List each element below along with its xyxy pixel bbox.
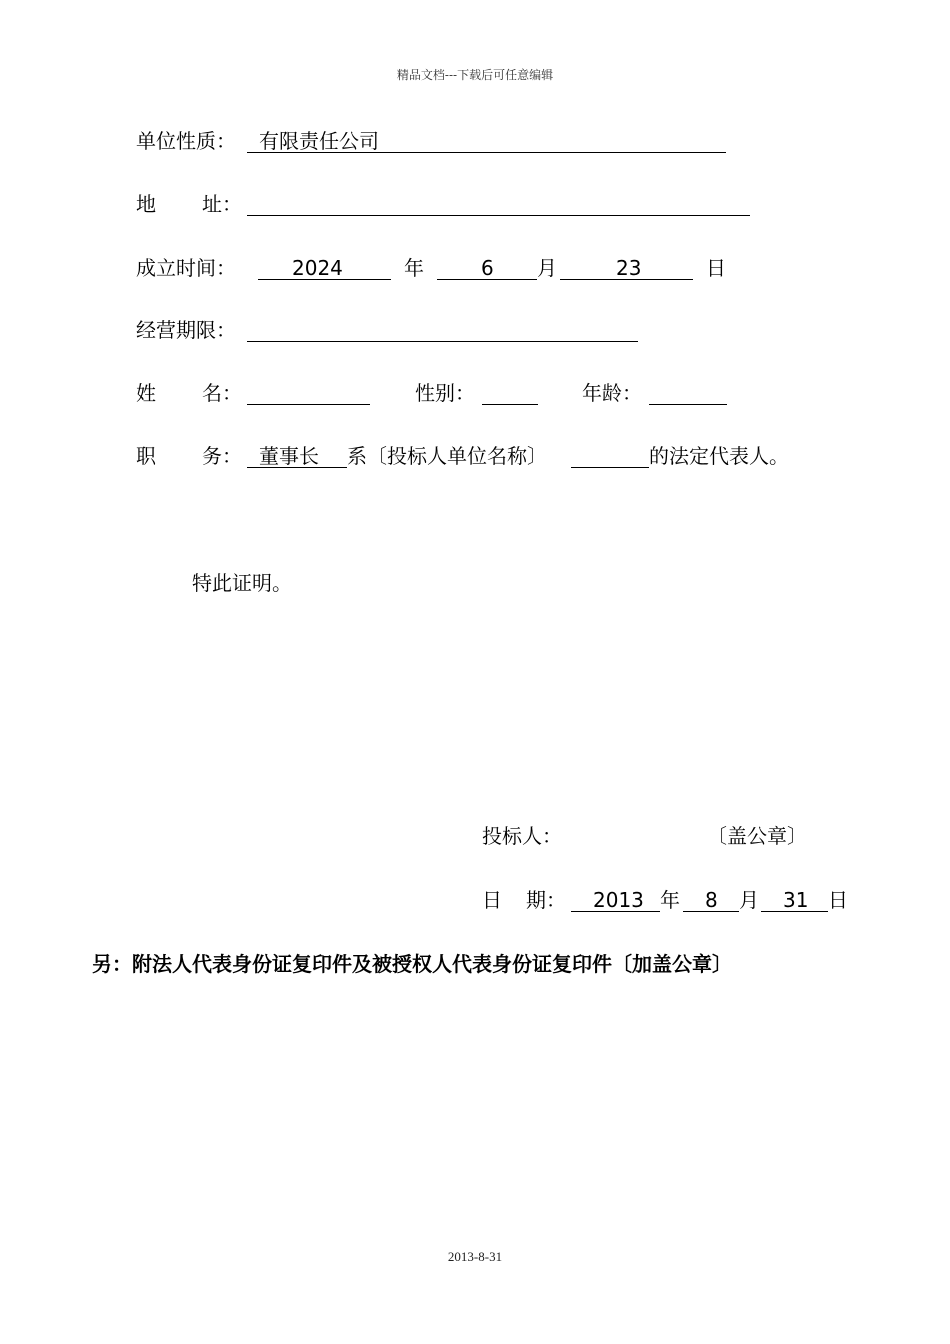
term-field[interactable]: [247, 317, 638, 342]
sign-year-char: 年: [660, 888, 680, 912]
unit-nature-label: 单位性质：: [136, 129, 236, 153]
position-label-2: 务：: [202, 444, 242, 468]
position-value: 董事长: [259, 444, 319, 468]
position-unit-field[interactable]: [571, 443, 649, 468]
gender-field[interactable]: [482, 380, 538, 405]
position-label-1: 职: [136, 444, 156, 468]
sign-month-char: 月: [739, 888, 759, 912]
address-label-1: 地: [136, 192, 156, 216]
established-year-char: 年: [404, 256, 424, 280]
bidder-label: 投标人：: [482, 824, 562, 848]
sign-day-field[interactable]: [761, 887, 828, 912]
established-year-field[interactable]: [258, 255, 391, 280]
position-field[interactable]: [247, 443, 347, 468]
sign-date-label-1: 日: [482, 888, 502, 912]
sign-date-label-2: 期：: [526, 888, 566, 912]
established-month-char: 月: [537, 256, 557, 280]
position-tail-text: 的法定代表人。: [649, 444, 789, 468]
page-footer-date: 2013-8-31: [447, 1249, 503, 1264]
established-label: 成立时间：: [136, 256, 236, 280]
address-label-2: 址：: [202, 192, 242, 216]
age-label: 年龄：: [582, 381, 642, 405]
sign-day-value: 31: [783, 888, 809, 912]
attachment-note: 另：附法人代表身份证复印件及被授权人代表身份证复印件〔加盖公章〕: [92, 952, 732, 976]
gender-label: 性别：: [415, 381, 475, 405]
term-label: 经营期限：: [136, 318, 236, 342]
position-mid-text: 系〔投标人单位名称〕: [347, 444, 547, 468]
established-day-value: 23: [616, 256, 642, 280]
sign-month-value: 8: [705, 888, 718, 912]
certify-text: 特此证明。: [192, 571, 292, 595]
established-year-value: 2024: [292, 256, 343, 280]
sign-day-char: 日: [828, 888, 848, 912]
unit-nature-field[interactable]: [247, 128, 726, 153]
established-month-value: 6: [481, 256, 494, 280]
established-day-field[interactable]: [560, 255, 693, 280]
address-field[interactable]: [247, 191, 750, 216]
sign-year-field[interactable]: [571, 887, 660, 912]
sign-month-field[interactable]: [683, 887, 739, 912]
page-header: 精品文档---下载后可任意编辑: [396, 68, 554, 82]
sign-year-value: 2013: [593, 888, 644, 912]
name-field[interactable]: [247, 380, 370, 405]
unit-nature-value: 有限责任公司: [259, 129, 379, 153]
established-day-char: 日: [706, 256, 726, 280]
name-label-2: 名：: [202, 381, 242, 405]
established-month-field[interactable]: [437, 255, 537, 280]
age-field[interactable]: [649, 380, 727, 405]
seal-note: 〔盖公章〕: [707, 824, 807, 848]
name-label-1: 姓: [136, 381, 156, 405]
